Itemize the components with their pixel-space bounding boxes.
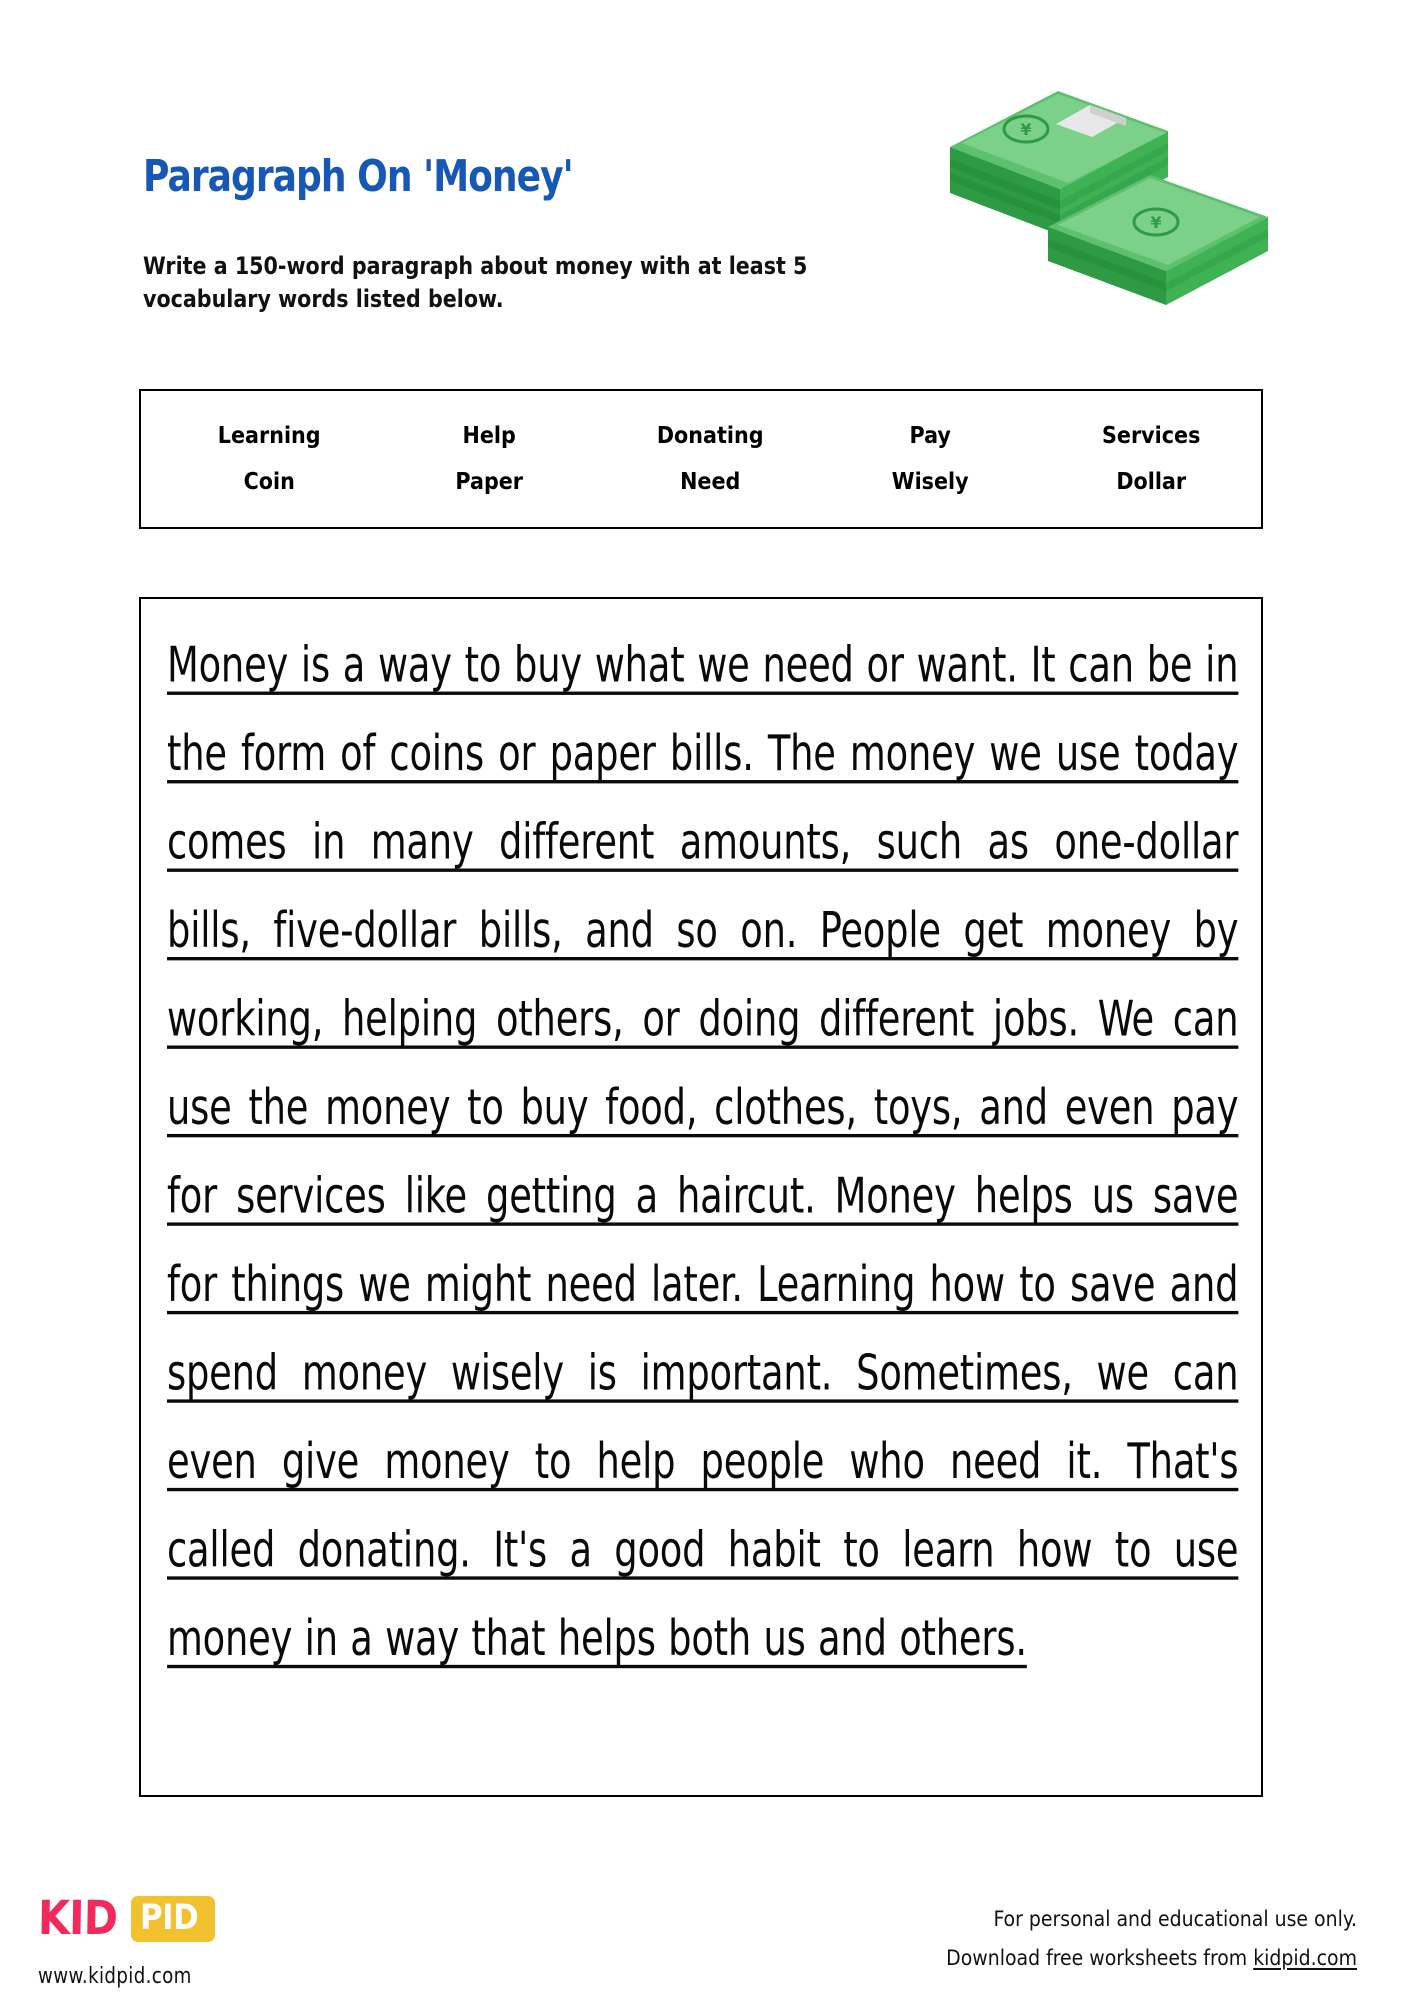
vocabulary-word: Donating [656, 423, 764, 449]
vocabulary-word: Learning [217, 423, 321, 449]
vocabulary-word: Services [1101, 423, 1201, 449]
kidpid-logo [37, 1891, 215, 1946]
paragraph-answer-box[interactable] [139, 597, 1263, 1797]
logo-pid-text: PID [139, 1897, 199, 1938]
vocabulary-word: Paper [455, 469, 524, 495]
vocabulary-word: Dollar [1115, 469, 1186, 495]
download-notice-prefix: Download free worksheets from [946, 1945, 1254, 1970]
vocabulary-row [141, 469, 1261, 495]
svg-text:¥: ¥ [1020, 120, 1032, 139]
vocabulary-word: Coin [243, 469, 295, 495]
page-instructions: Write a 150-word paragraph about money with at least 5 vocabulary words listed below. [143, 252, 808, 314]
worksheet-header [0, 0, 1414, 380]
vocabulary-word-bank [139, 389, 1263, 529]
footer-credits [946, 1900, 1357, 1978]
vocabulary-word: Help [462, 423, 517, 449]
vocabulary-word: Pay [909, 423, 952, 449]
logo-pid-badge [131, 1896, 215, 1942]
vocabulary-word: Need [679, 469, 741, 495]
brand-website-url: www.kidpid.com [38, 1964, 192, 1989]
usage-notice: For personal and educational use only. [993, 1907, 1357, 1931]
svg-text:¥: ¥ [1150, 213, 1162, 232]
vocabulary-row [141, 423, 1261, 449]
download-notice [946, 1939, 1357, 1978]
vocabulary-word: Wisely [891, 469, 969, 495]
worksheet-footer [0, 1880, 1414, 2000]
kidpid-link[interactable]: kidpid.com [1253, 1945, 1357, 1970]
paragraph-answer-text[interactable]: Money is a way to buy what we need or want. It can be in the form of coins or paper bills. The money we use today comes in many different amounts, such as one-dollar bills, five-dollar bills, and so on. People get money by working, helping others, or doing different jobs. We can use the money to buy food, clothes, toys, and even pay for services like getting a haircut. Money helps us save for things we might need later. Learning how to save and spend money wisely is important. Sometimes, we can even give money to help people who need it. That's called donating. It's a good habit to learn how to use money in a way that helps both us and others. [167, 636, 1239, 1668]
logo-kid-text: KID [37, 1891, 118, 1946]
money-stack-icon [940, 85, 1300, 315]
page-title: Paragraph On 'Money' [143, 151, 573, 202]
